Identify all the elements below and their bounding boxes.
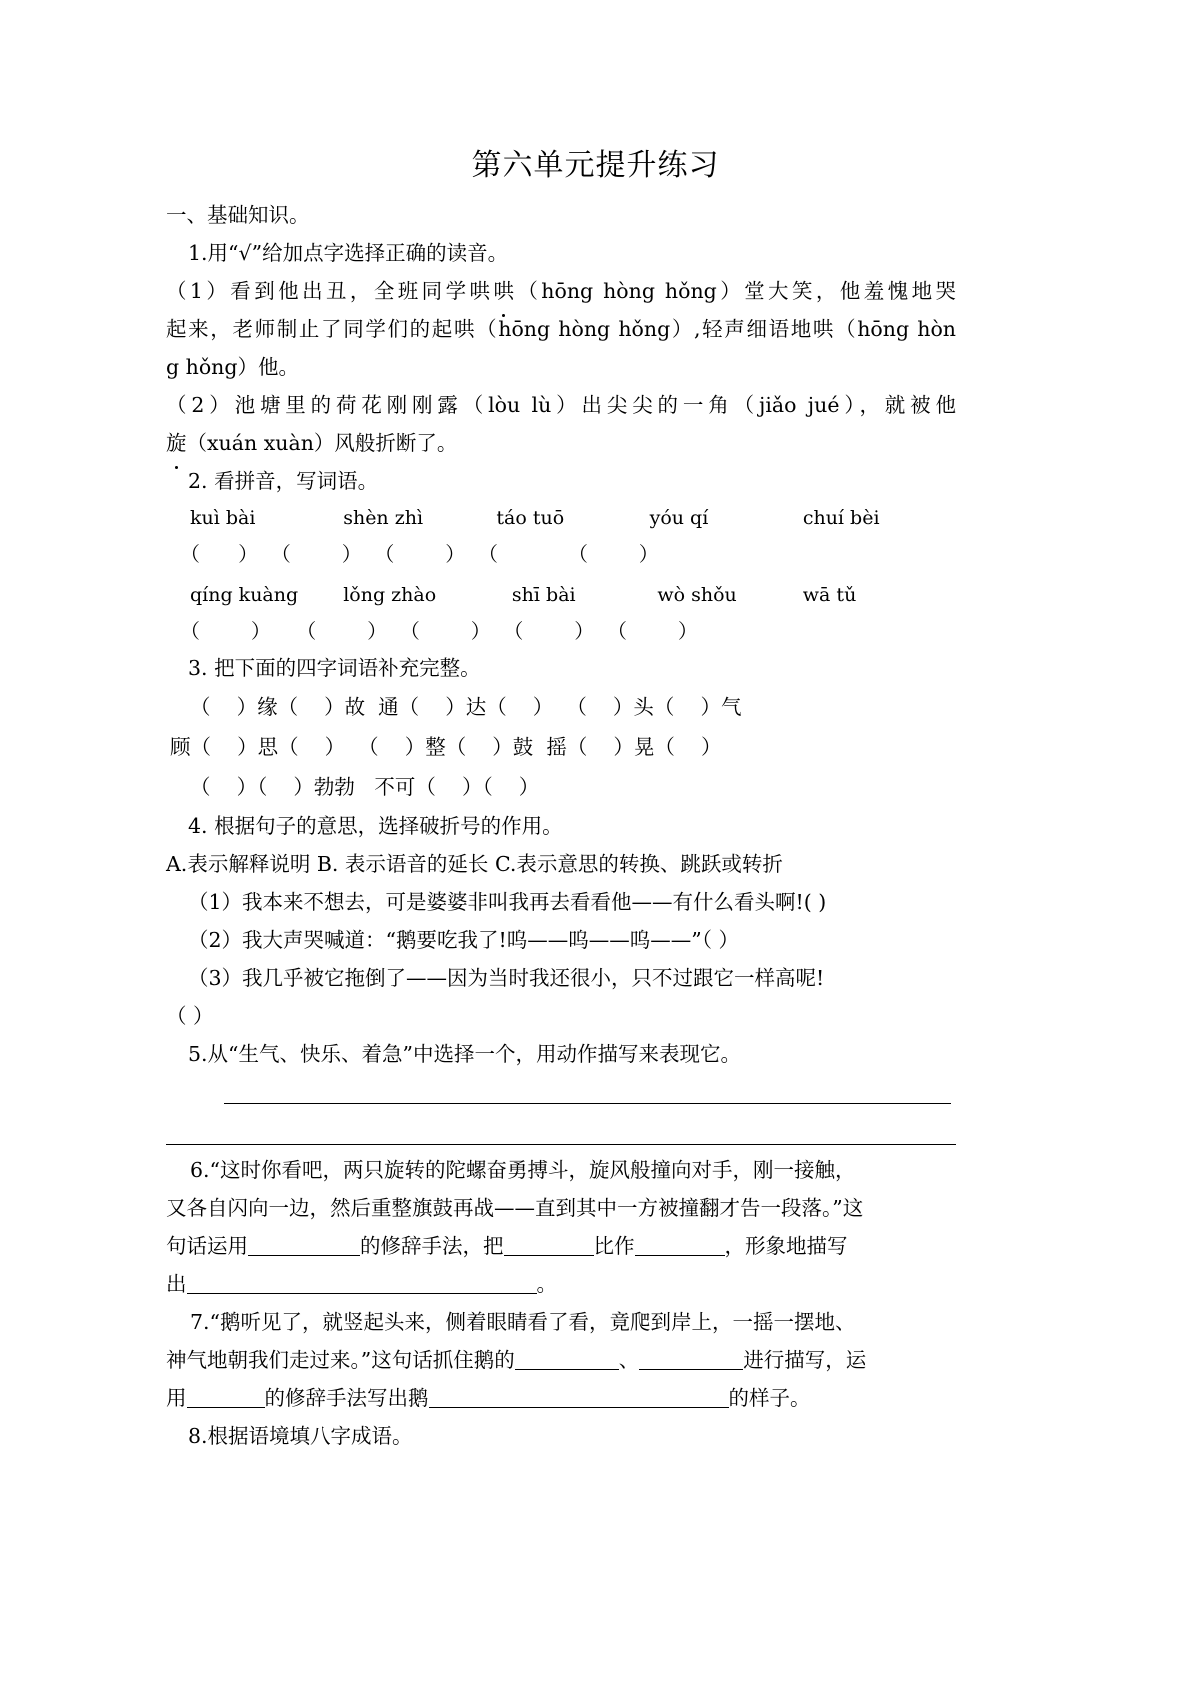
q1-text-b3: （hōng hòn [835, 317, 956, 341]
q7-text-b: 、 [618, 1348, 640, 1372]
q2-answer-brackets-row-2[interactable]: （ ） （ ） （ ） （ ） （ ） [180, 619, 698, 643]
question-4-item[interactable]: （3）我几乎被它拖倒了——因为当时我还很小，只不过跟它一样高呢! [188, 966, 825, 990]
question-4-item[interactable]: （1）我本来不想去，可是婆婆非叫我再去看看他——有什么看头啊!( ) [188, 890, 827, 914]
answer-rule-2[interactable] [166, 1144, 956, 1145]
pinyin-cell: lǒng zhào [343, 584, 437, 606]
pinyin-cell: wā tǔ [802, 584, 857, 606]
q7-text-d: 用 [166, 1386, 187, 1410]
question-1-item-1-line-3: g hǒng）他。 [166, 355, 300, 379]
pinyin-cell: táo tuō [496, 507, 565, 529]
q6-blank-compare-source[interactable] [504, 1237, 594, 1256]
q6-text-f: 。 [536, 1272, 557, 1296]
q6-text-a: 句话运用 [166, 1234, 248, 1258]
q1-text-b2: （hōng hòng hǒng）,轻声细语地哄 [476, 317, 836, 341]
q3-idiom-row[interactable]: 顾（ ）思（ ） （ ）整（ ）鼓 摇（ ）晃（ ） [170, 735, 722, 759]
q7-text-f: 的样子。 [728, 1386, 811, 1410]
q1-text-b: 起来，老师制止了同学们的起哄 [166, 317, 477, 341]
question-3-prompt: 3. 把下面的四字词语补充完整。 [188, 656, 481, 680]
answer-rule-1[interactable] [224, 1103, 951, 1104]
q6-text-e: 出 [166, 1272, 187, 1296]
pinyin-cell: wò shǒu [657, 584, 737, 606]
pinyin-cell: yóu qí [649, 507, 709, 529]
q7-text-a: 神气地朝我们走过来。”这句话抓住鹅的 [166, 1348, 515, 1372]
q7-blank-aspect-2[interactable] [639, 1351, 743, 1370]
q1-text-c-b2: （xuán xuàn）风般折断了。 [186, 431, 458, 455]
question-7-line-2 [166, 1341, 956, 1379]
question-8-prompt: 8.根据语境填八字成语。 [188, 1424, 413, 1448]
q3-idiom-row[interactable]: （ ）缘（ ）故 通（ ）达（ ） （ ）头（ ）气 [190, 695, 742, 719]
q6-blank-description[interactable] [187, 1275, 537, 1294]
q1-text-a: （1）看到他出丑，全班同学哄 [166, 279, 494, 303]
q1-text-a2: （hōng hòng hǒng）堂大笑，他羞愧地哭 [513, 279, 956, 303]
question-4-options: A.表示解释说明 B. 表示语音的延长 C.表示意思的转换、跳跃或转折 [166, 852, 783, 876]
q6-blank-compare-target[interactable] [635, 1237, 725, 1256]
q3-idiom-row[interactable]: （ ）（ ）勃勃 不可（ ）（ ） [190, 775, 540, 799]
question-1-prompt: 1.用“√”给加点字选择正确的读音。 [188, 241, 509, 265]
question-7-line-1: 7.“鹅听见了，就竖起头来，侧着眼睛看了看，竟爬到岸上，一摇一摆地、 [190, 1310, 856, 1334]
q7-text-c: 进行描写，运 [743, 1348, 867, 1372]
q2-pinyin-row-2 [166, 577, 956, 613]
question-6-line-2: 又各自闪向一边，然后重整旗鼓再战——直到其中一方被撞翻才告一段落。”这 [166, 1196, 864, 1220]
question-5-prompt: 5.从“生气、快乐、着急”中选择一个，用动作描写来表现它。 [188, 1042, 742, 1066]
question-1-item-1-line-2 [166, 310, 956, 348]
question-6-line-4 [166, 1265, 956, 1303]
q1-text-c-a3: （jiǎo jué），就被他 [733, 393, 956, 417]
question-1-item-1-line-1 [166, 272, 956, 310]
pinyin-cell: shī bài [511, 584, 576, 606]
question-4-prompt: 4. 根据句子的意思，选择破折号的作用。 [188, 814, 563, 838]
question-7-line-3 [166, 1379, 956, 1417]
q6-text-c: 比作 [593, 1234, 635, 1258]
worksheet-body [166, 196, 956, 1455]
q6-text-d: ，形象地描写 [724, 1234, 848, 1258]
q2-answer-brackets-row-1[interactable]: （ ） （ ） （ ） （ （ ） [180, 542, 659, 566]
q7-text-e: 的修辞手法写出鹅 [264, 1386, 429, 1410]
dotted-char-hong-1: 哄 [493, 272, 514, 310]
question-6-line-3 [166, 1227, 956, 1265]
question-1-item-2-line-2 [166, 424, 956, 462]
pinyin-cell: shèn zhì [343, 507, 424, 529]
question-2-prompt: 2. 看拼音，写词语。 [188, 469, 379, 493]
q6-blank-rhetoric[interactable] [248, 1237, 360, 1256]
section-heading: 一、基础知识。 [166, 203, 310, 227]
q1-text-c-a: （2）池塘里的荷花刚刚露 [166, 393, 463, 417]
q7-blank-rhetoric[interactable] [187, 1389, 265, 1408]
question-1-item-2-line-1 [166, 386, 956, 424]
question-4-item[interactable]: （2）我大声哭喊道：“鹅要吃我了!呜——呜——呜——”（ ） [188, 928, 740, 952]
question-6-line-1: 6.“这时你看吧，两只旋转的陀螺奋勇搏斗，旋风般撞向对手，刚一接触， [190, 1158, 856, 1182]
question-4-item-answer-bracket[interactable]: （ ） [166, 1004, 214, 1028]
pinyin-cell: kuì bài [190, 507, 256, 529]
q1-text-c-a2: （lòu lù）出尖尖的一角 [462, 393, 734, 417]
dotted-char-xuan: 旋 [166, 424, 187, 462]
q6-text-b: 的修辞手法，把 [360, 1234, 504, 1258]
q7-blank-aspect-1[interactable] [515, 1351, 619, 1370]
pinyin-cell: qíng kuàng [190, 584, 299, 606]
page-title: 第六单元提升练习 [471, 148, 720, 183]
q2-pinyin-row-1 [166, 500, 956, 536]
q7-blank-appearance[interactable] [429, 1389, 729, 1408]
pinyin-cell: chuí bèi [802, 507, 880, 529]
